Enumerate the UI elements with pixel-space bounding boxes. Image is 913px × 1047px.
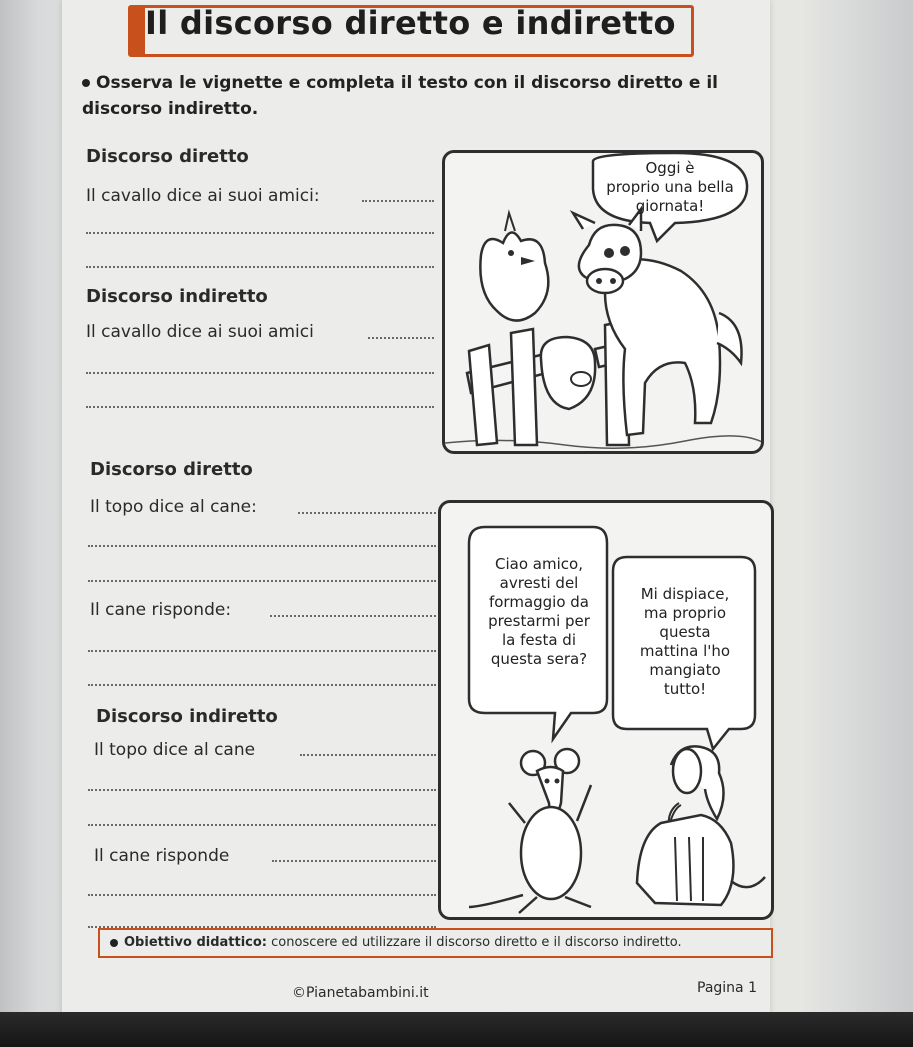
heading-direct-2: Discorso diretto — [90, 459, 253, 480]
blank-line — [88, 684, 436, 686]
speech-line: mangiato — [649, 661, 721, 679]
heading-direct-1: Discorso diretto — [86, 146, 249, 167]
speech-line: questa — [659, 623, 711, 641]
speech-bubble-horse — [593, 159, 747, 216]
speech-line: proprio una bella — [606, 178, 734, 196]
blank-line — [86, 406, 434, 408]
line-mouse-direct: Il topo dice al cane: — [90, 497, 257, 517]
speech-bubble-dog — [615, 585, 755, 699]
copyright-text: ©Pianetabambini.it — [292, 985, 429, 1001]
line-horse-direct: Il cavallo dice ai suoi amici: — [86, 186, 320, 206]
speech-line: questa sera? — [490, 650, 588, 668]
photo-background-edge — [0, 1012, 913, 1047]
speech-line: ma proprio — [643, 604, 727, 622]
goal-label: Obiettivo didattico: — [124, 935, 268, 950]
blank-line — [86, 372, 434, 374]
blank-line — [362, 200, 434, 202]
speech-line: la festa di — [502, 631, 576, 649]
blank-line — [86, 232, 434, 234]
heading-indirect-1: Discorso indiretto — [86, 286, 268, 307]
blank-line — [368, 337, 434, 339]
bullet-icon — [82, 79, 90, 87]
bullet-icon — [110, 939, 118, 947]
speech-line: giornata! — [635, 197, 705, 215]
speech-line: Ciao amico, — [495, 555, 583, 573]
blank-line — [88, 824, 436, 826]
speech-line: tutto! — [663, 680, 707, 698]
speech-line: prestarmi per — [488, 612, 590, 630]
speech-line: formaggio da — [488, 593, 590, 611]
blank-line — [88, 580, 436, 582]
heading-indirect-2: Discorso indiretto — [96, 706, 278, 727]
comic-panel-horse — [442, 150, 764, 454]
speech-bubble-mouse — [471, 555, 607, 669]
comic-panel-mouse-dog — [438, 500, 774, 920]
speech-line: Oggi è — [645, 159, 695, 177]
goal-text: conoscere ed utilizzare il discorso diretto e il discorso indiretto. — [271, 935, 682, 950]
speech-line: Mi dispiace, — [640, 585, 730, 603]
blank-line — [86, 266, 434, 268]
instruction-text — [82, 70, 754, 122]
blank-line — [300, 754, 436, 756]
line-dog-indirect: Il cane risponde — [94, 846, 230, 866]
line-mouse-indirect: Il topo dice al cane — [94, 740, 256, 760]
learning-goal-box — [98, 928, 773, 958]
speech-line: avresti del — [499, 574, 579, 592]
instruction-label: Osserva le vignette e completa il testo con il discorso diretto e il discorso indiretto. — [82, 73, 718, 119]
blank-line — [270, 615, 436, 617]
blank-line — [88, 650, 436, 652]
blank-line — [88, 894, 436, 896]
page-title: Il discorso diretto e indiretto — [145, 4, 676, 42]
blank-line — [298, 512, 436, 514]
blank-line — [88, 789, 436, 791]
blank-line — [272, 860, 436, 862]
line-horse-indirect: Il cavallo dice ai suoi amici — [86, 322, 314, 342]
line-dog-direct: Il cane risponde: — [90, 600, 232, 620]
speech-line: mattina l'ho — [639, 642, 731, 660]
blank-line — [88, 545, 436, 547]
page-number: Pagina 1 — [697, 980, 757, 996]
